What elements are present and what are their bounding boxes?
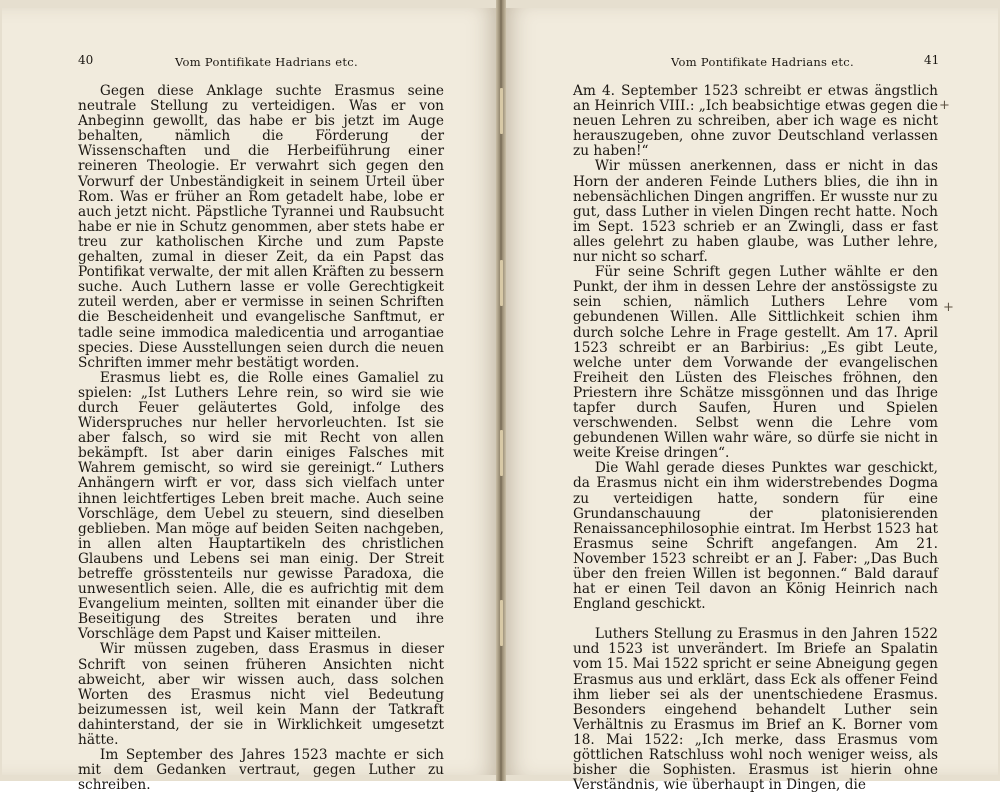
binding-stitch (500, 600, 503, 646)
margin-mark: + (943, 300, 954, 315)
right-page-body (573, 84, 938, 793)
paragraph: Die Wahl gerade dieses Punktes war geschickt, da Erasmus nicht ein ihm widerstrebendes Dogma zu verteidigen hatte, sondern für eine Grundanschauung der platonisierenden Renaissancephilosophie eintrat. Im Herbst 1523 hat Erasmus seine Schrift angefangen. Am 21. November 1523 schreibt er an J. Faber: „Das Buch über den freien Willen ist begonnen.“ Bald darauf hat er einen Teil davon an König Heinrich nach England geschickt. (573, 460, 938, 613)
left-page (2, 8, 499, 793)
running-head-left: Vom Pontifikate Hadrians etc. (175, 55, 358, 69)
paragraph: Für seine Schrift gegen Luther wählte er den Punkt, der ihm in dessen Lehre der anstössigste zu sein schien, nämlich Luthers Lehre vom gebundenen Willen. Alle Sittlichkeit schien ihm durch solche Lehre in Frage gestellt. Am 17. April 1523 schreibt er an Barbirius: „Es gibt Leute, welche unter dem Vorwande der evangelischen Freiheit den Lüsten des Fleisches fröhnen, den Priestern ihre Schätze missgönnen und das Ihrige tapfer durch Saufen, Huren und Spielen verschwenden. Selbst wenn die Lehre vom gebundenen Willen wahr wäre, so dürfe sie nicht in weite Kreise dringen“. (573, 264, 938, 462)
paragraph: Wir müssen anerkennen, dass er nicht in das Horn der anderen Feinde Luthers blies, die ihn in nebensächlichen Dingen angriffen. Er wusste nur zu gut, dass Luther in vielen Dingen recht hatte. Noch im Sept. 1523 schrieb er an Zwingli, dass er fast alles gelehrt zu haben glaube, was Luther lehre, nur nicht so scharf. (573, 158, 938, 266)
margin-mark: + (939, 98, 950, 113)
paragraph: Wir müssen zugeben, dass Erasmus in dieser Schrift von seinen früheren Ansichten nicht abweicht, aber wir wissen auch, dass solchen Worten des Erasmus nicht viel Bedeutung beizumessen ist, weil kein Mann der Tatkraft dahinterstand, der sie in Wirklichkeit umgesetzt hätte. (78, 641, 444, 749)
page-number-left: 40 (78, 53, 94, 67)
left-page-body (78, 84, 444, 793)
binding-stitch (500, 430, 503, 476)
paragraph: Gegen diese Anklage suchte Erasmus seine neutrale Stellung zu verteidigen. Was er von Anbeginn gewollt, das habe er bis jetzt im Auge behalten, nämlich die Förderung der Wissenschaften und die Herbeiführung einer reineren Theologie. Er verwahrt sich gegen den Vorwurf der Unbeständigkeit in seinem Urteil über Rom. Was er früher an Rom getadelt habe, lobe er auch jetzt nicht. Päpstliche Tyrannei und Raubsucht habe er nie in Schutz genommen, aber stets habe er treu zur katholischen Kirche und zum Papste gehalten, zumal in dieser Zeit, da ein Papst das Pontifikat verwalte, der mit allen Kräften zu bessern suche. Auch Luthern lasse er volle Gerechtigkeit zuteil werden, aber er vermisse in seinen Schriften die Bescheidenheit und evangelische Sanftmut, er tadle seine immodica maledicentia und arrogantiae species. Diese Ausstellungen seien durch die neuen Schriften immer mehr bestätigt worden. (78, 83, 444, 371)
paragraph: Luthers Stellung zu Erasmus in den Jahren 1522 und 1523 ist unverändert. Im Briefe an Spalatin vom 15. Mai 1522 spricht er seine Abneigung gegen Erasmus aus und erklärt, dass Eck als offener Feind ihm lieber sei als der unentschiedene Erasmus. Besonders eingehend behandelt Luther sein Verhältnis zu Erasmus im Brief an K. Borner vom 18. Mai 1522: „Ich merke, dass Erasmus vom göttlichen Ratschluss wohl noch weniger weiss, als bisher die Sophisten. Erasmus ist hierin ohne Verständnis, wie überhaupt in Dingen, die (573, 626, 938, 793)
binding-stitch (500, 88, 503, 134)
binding-stitch (500, 260, 503, 306)
page-number-right: 41 (924, 53, 940, 67)
paragraph: Im September des Jahres 1523 machte er sich mit dem Gedanken vertraut, gegen Luther zu schreiben. (78, 747, 444, 793)
paragraph: Erasmus liebt es, die Rolle eines Gamaliel zu spielen: „Ist Luthers Lehre rein, so wird sie wie durch Feuer geläutertes Gold, infolge des Widerspruches nur heller hervorleuchten. Ist sie aber falsch, so wird sie mit Recht von allen bekämpft. Ist aber darin einiges Falsches mit Wahrem gemischt, so wird sie gereinigt.“ Luthers Anhängern wirft er vor, dass sich vielfach unter ihnen leichtfertiges Leben breit mache. Auch seine Vorschläge, dem Uebel zu steuern, sind dieselben geblieben. Man möge auf beiden Seiten nachgeben, in allen alten Hauptartikeln des christlichen Glaubens und Lebens sei man einig. Der Streit betreffe grösstenteils nur gewisse Paradoxa, die unwesentlich seien. Alle, die es aufrichtig mit dem Evangelium meinten, sollten mit einander über die Beseitigung des Streites beraten und ihre Vorschläge dem Papst und Kaiser mitteilen. (78, 369, 444, 643)
right-page (503, 8, 998, 793)
paragraph: Am 4. September 1523 schreibt er etwas ängstlich an Heinrich VIII.: „Ich beabsichtige etwas gegen die neuen Lehren zu schreiben, aber ich wage es nicht herauszugeben, ohne zuvor Deutschland verlassen zu haben!“ (573, 83, 938, 160)
running-head-right: Vom Pontifikate Hadrians etc. (671, 55, 854, 69)
